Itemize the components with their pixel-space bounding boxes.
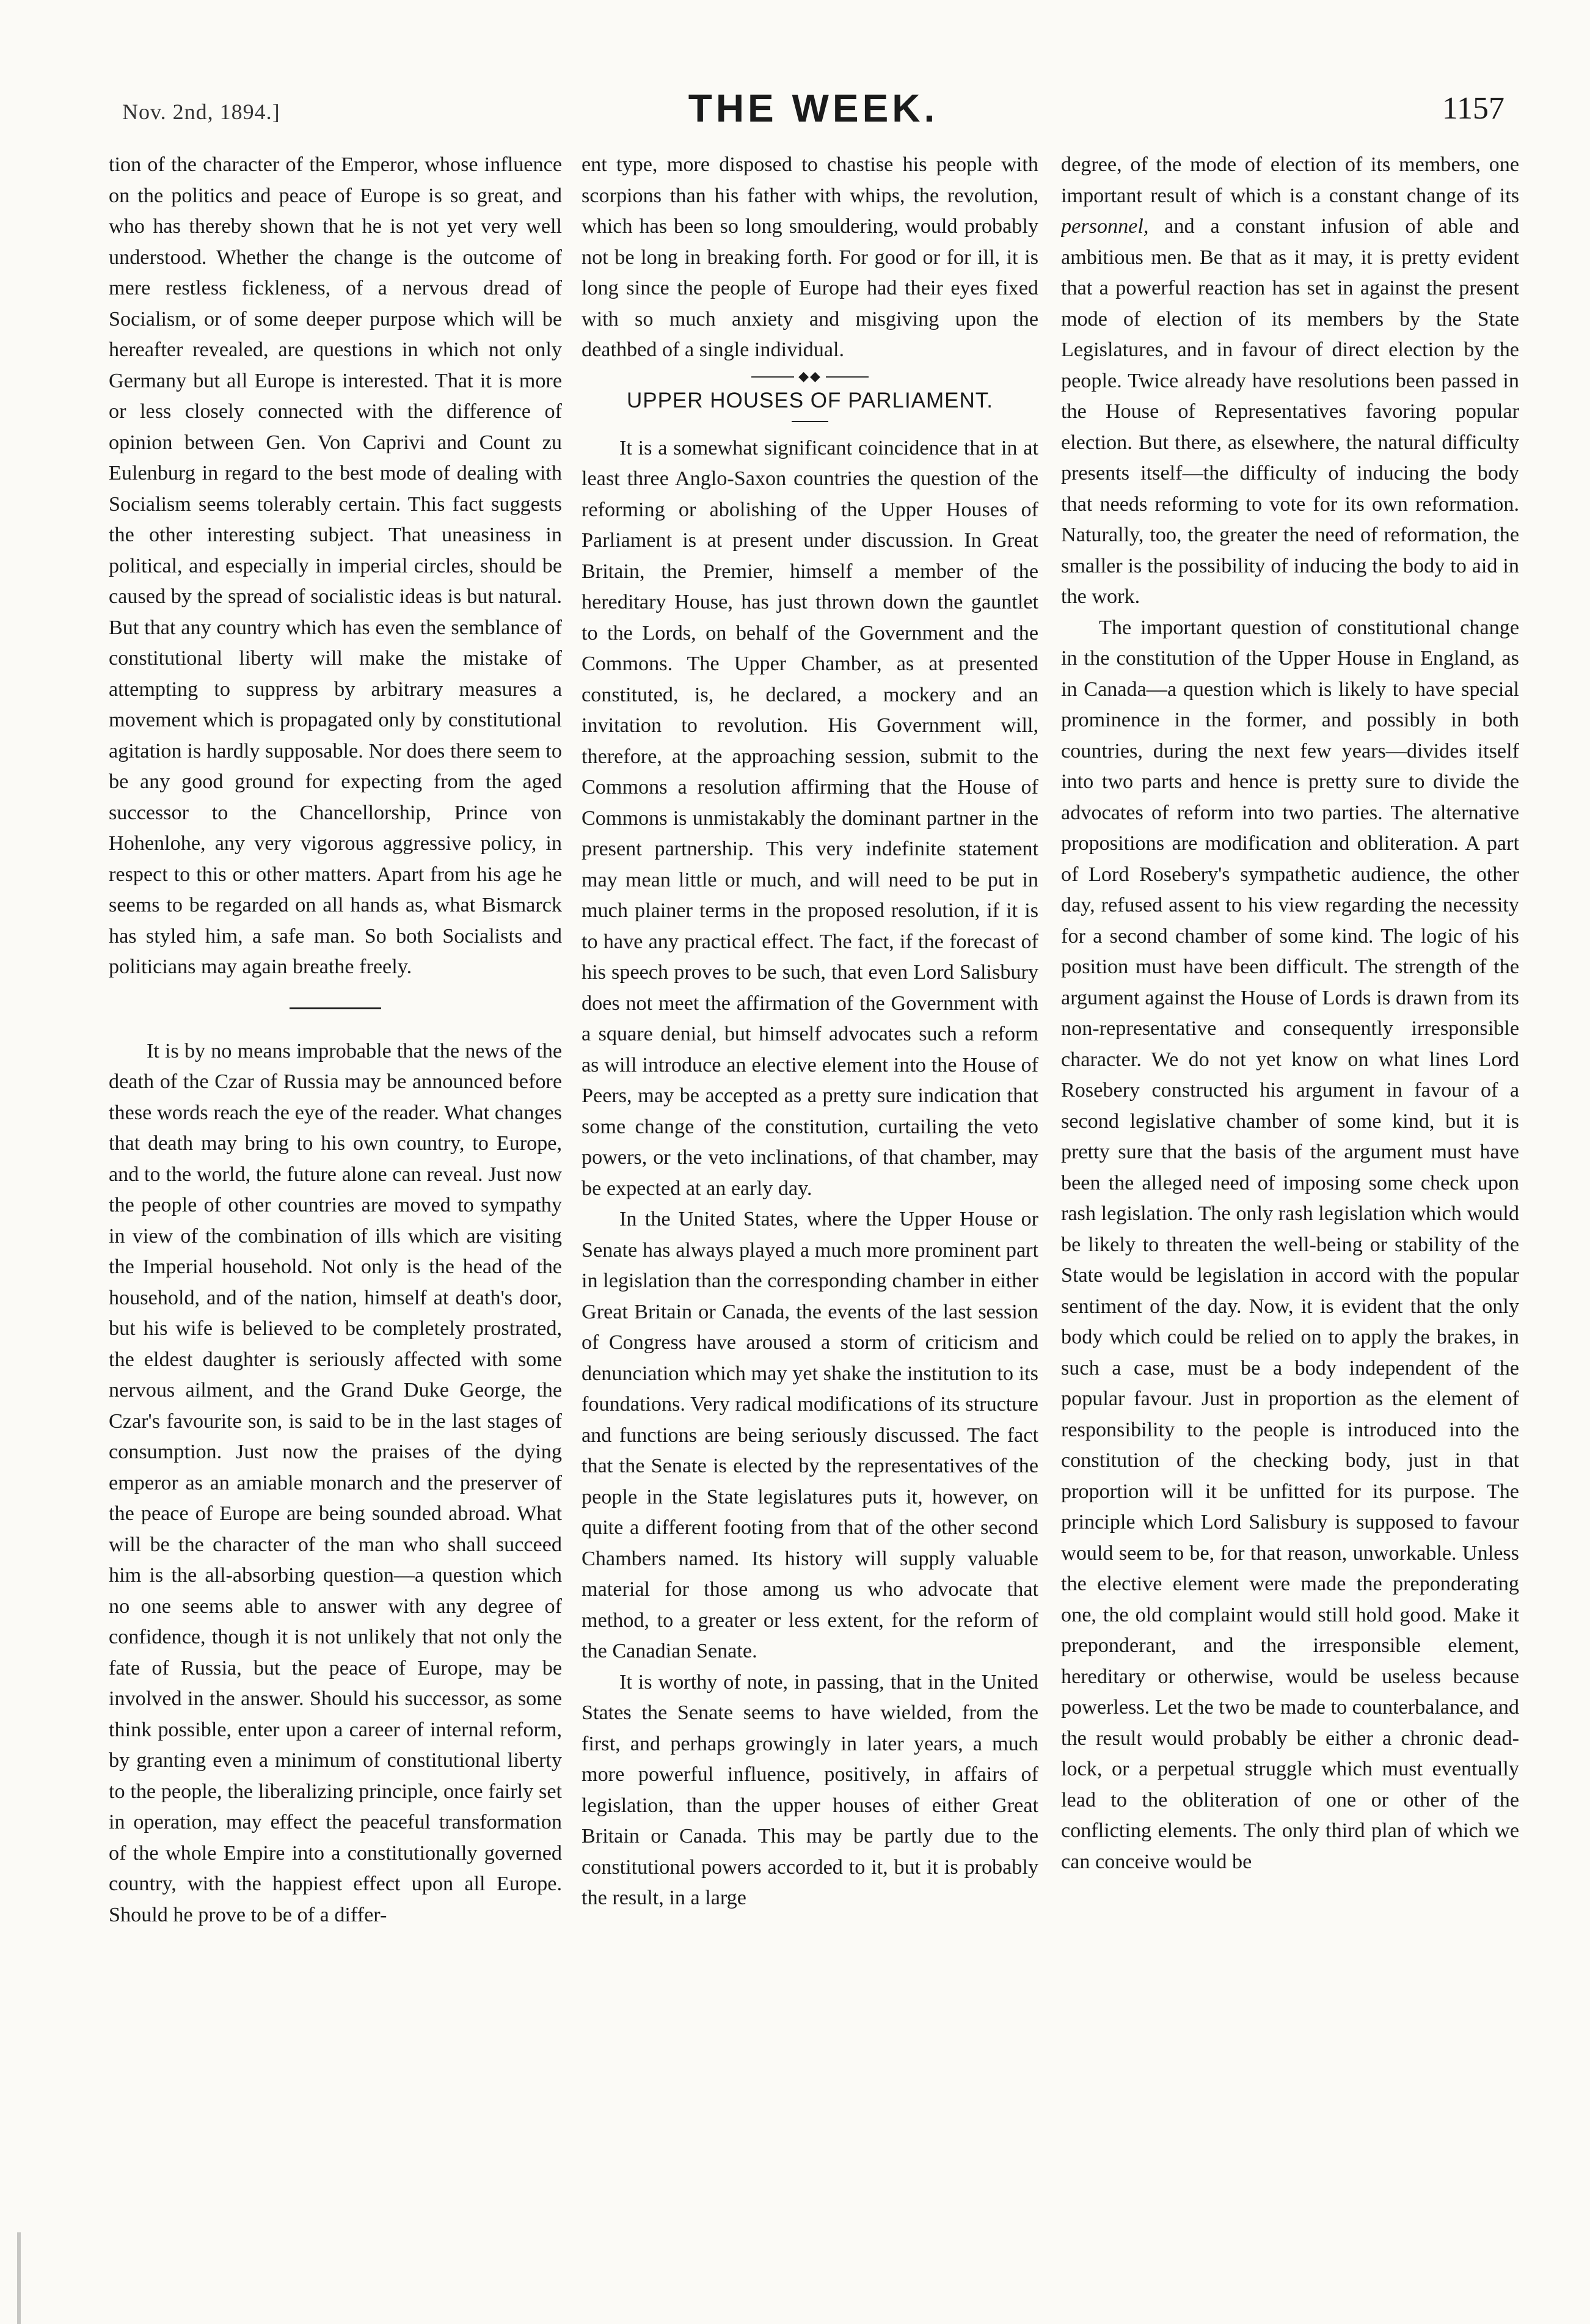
page-number: 1157 xyxy=(1442,91,1504,126)
column-2 xyxy=(582,150,1038,2300)
paragraph-united-states: In the United States, where the Upper House or Senate has always played a much more prominent part in legislation than the corresponding chamber in either Great Britain or Canada, the events of the last session of Congress have aroused a storm of criticism and denunciation which may yet shake the institution to its foundations. Very radical modifications of its structure and functions are being seriously discussed. The fact that the Senate is elected by the representatives of the people in the State legislatures puts it, however, on quite a different footing from that of the other second Chambers named. Its history will supply valuable material for those among us who advocate that method, to a greater or less extent, for the reform of the Canadian Senate. xyxy=(582,1208,1038,1662)
paragraph-revolution: ent type, more disposed to chastise his people with scorpions than his father with whips, the revolution, which has been so long smouldering, would probably not be long in breaking forth. For good or for ill, it is long since the people of Europe had their eyes fixed with so much anxiety and misgiving upon the deathbed of a single individual. xyxy=(582,153,1038,361)
paragraph-election-mode xyxy=(1061,150,1519,613)
column-3 xyxy=(1061,150,1519,2300)
paragraph-coincidence: It is a somewhat significant coincidence that in at least three Anglo-Saxon countries the question of the reforming or abolishing of the Upper Houses of Parliament is at present under discussion. In Great Britain, the Premier, himself a member of the hereditary House, has just thrown down the gauntlet to the Lords, on behalf of the Government and the Commons. The Upper Chamber, as at presented constituted, is, he declared, a mockery and an invitation to revolution. His Government will, therefore, at the approaching session, submit to the Commons a resolution affirming that the House of Commons is unmistakably the dominant partner in the present partnership. This very indefinite statement may mean little or much, and will need to be put in much plainer terms in the proposed resolution, if it is to have any practical effect. The fact, if the forecast of his speech proves to be such, that even Lord Salisbury does not meet the affirmation of the Government with a square denial, but himself advocates such a reform as will introduce an elective element into the House of Peers, may be accepted as a pretty sure indication that some change of the constitution, curtailing the veto powers, or the veto inclinations, of that chamber, may be expected at an early day. xyxy=(582,436,1038,1200)
page-header xyxy=(122,86,1504,141)
paragraph-czar: It is by no means improbable that the news of the death of the Czar of Russia may be announced before these words reach the eye of the reader. What changes that death may bring to his own country, to Europe, and to the world, the future alone can reveal. Just now the people of other countries are moved to sympathy in view of the combination of ills which are visiting the Imperial household. Not only is the head of the household, and of the nation, himself at death's door, but his wife is believed to be completely prostrated, the eldest daughter is seriously affected with some nervous ailment, and the Grand Duke George, the Czar's favourite son, is said to be in the last stages of consumption. Just now the praises of the dying emperor as an amiable monarch and the preserver of the peace of Europe are being sounded abroad. What will be the character of the man who shall succeed him is the all-absorbing question—a question which no one seems able to answer with any degree of confidence, though it is not unlikely that not only the fate of Russia, but the peace of Europe, may be involved in the answer. Should his successor, as some think possible, enter upon a career of internal reform, by granting even a minimum of constitutional liberty to the people, the liberalizing principle, once fairly set in operation, may effect the peaceful transformation of the whole Empire into a constitutionally governed country, with the happiest effect upon all Europe. Should he prove to be of a differ- xyxy=(109,1039,562,1926)
ornamental-divider: ◆◆ xyxy=(582,370,1038,383)
italic-term: personnel, xyxy=(1061,215,1149,238)
text-run: and a constant infusion of able and ambitious men. Be that as it may, it is pretty evident that a powerful reaction has set in against the present mode of election of its members by the State Legislatures, and in favour of direct election by the people. Twice already have resolutions been passed in the House of Representatives favoring popular election. But there, as elsewhere, the natural difficulty presents itself—the difficulty of inducing the body that needs reforming to vote for its own reformation. Naturally, too, the greater the need of reformation, the smaller is the possibility of inducing the body to aid in the work. xyxy=(1061,215,1519,608)
publication-title: THE WEEK. xyxy=(688,86,939,130)
column-1 xyxy=(109,150,562,2300)
article-heading: UPPER HOUSES OF PARLIAMENT. xyxy=(626,388,994,412)
paragraph-emperor: tion of the character of the Emperor, whose influence on the politics and peace of Europe is so great, and who has thereby shown that he is not yet very well understood. Whether the change is the outcome of mere restless fickleness, of a nervous dread of Socialism, or of some deeper purpose which will be hereafter revealed, are questions in which not only Germany but all Europe is interested. That it is more or less closely connected with the difference of opinion between Gen. Von Caprivi and Count zu Eulenburg in regard to the best mode of dealing with Socialism seems tolerably certain. This fact suggests the other interesting subject. That uneasiness in political, and especially in imperial circles, should be caused by the spread of socialistic ideas is but natural. But that any country which has even the semblance of constitutional liberty will make the mistake of attempting to suppress by arbitrary measures a movement which is propagated only by constitutional agitation is hardly supposable. Nor does there seem to be any good ground for expecting from the aged successor to the Chancellorship, Prince von Hohenlohe, any very vigorous aggressive policy, in respect to this or other matters. Apart from his age he seems to be regarded on all hands as, what Bismarck has styled him, a safe man. So both Socialists and politicians may again breathe freely. xyxy=(109,153,562,978)
section-divider xyxy=(290,1007,381,1009)
paragraph-senate-influence: It is worthy of note, in passing, that in the United States the Senate seems to have wielded, from the first, and perhaps growingly in later years, a much more powerful influence, positively, in affairs of legislation, than the upper houses of either Great Britain or Canada. This may be partly due to the constitutional powers accorded to it, but it is probably the result, in a large xyxy=(582,1670,1038,1909)
paragraph-constitutional-change: The important question of constitutional change in the constitution of the Upper House in England, as in Canada—a question which is likely to have special prominence in the former, and possibly in both countries, during the next few years—divides itself into two parts and hence is pretty sure to divide the advocates of reform into two parties. The alternative propositions are modification and obliteration. A part of Lord Rosebery's sympathetic audience, the other day, refused assent to his view regarding the necessity for a second chamber of some kind. The logic of his position must have been difficult. The strength of the argument against the House of Lords is drawn from its non-representative and consequently irresponsible character. We do not yet know on what lines Lord Rosebery constructed his argument in favour of a second legislative chamber of some kind, but it is pretty sure that the basis of the argument must have been the alleged need of imposing some check upon rash legislation. The only rash legislation which would be likely to threaten the well-being or stability of the State would be legislation in accord with the popular sentiment of the day. Now, it is evident that the only body which could be relied on to apply the brakes, in such a case, must be a body independent of the popular favour. Just in proportion as the element of responsibility to the people is introduced into the constitution of the checking body, just in that proportion will it be unfitted for its purpose. The principle which Lord Salisbury is supposed to favour would seem to be, for that reason, unworkable. Unless the elective element were made the preponderating one, the old complaint would still hold good. Make it preponderant, and the irresponsible element, hereditary or otherwise, would be useless because powerless. Let the two be made to counterbalance, and the result would probably be either a chronic dead-lock, or a perpetual struggle which must eventually lead to the obliteration of one or other of the conflicting elements. The only third plan of which we can conceive would be xyxy=(1061,616,1519,1873)
text-run: degree, of the mode of election of its members, one important result of which is a constant change of its xyxy=(1061,153,1519,207)
heading-rule xyxy=(792,421,828,422)
issue-date: Nov. 2nd, 1894.] xyxy=(122,100,280,124)
scan-edge-mark xyxy=(17,2232,21,2324)
